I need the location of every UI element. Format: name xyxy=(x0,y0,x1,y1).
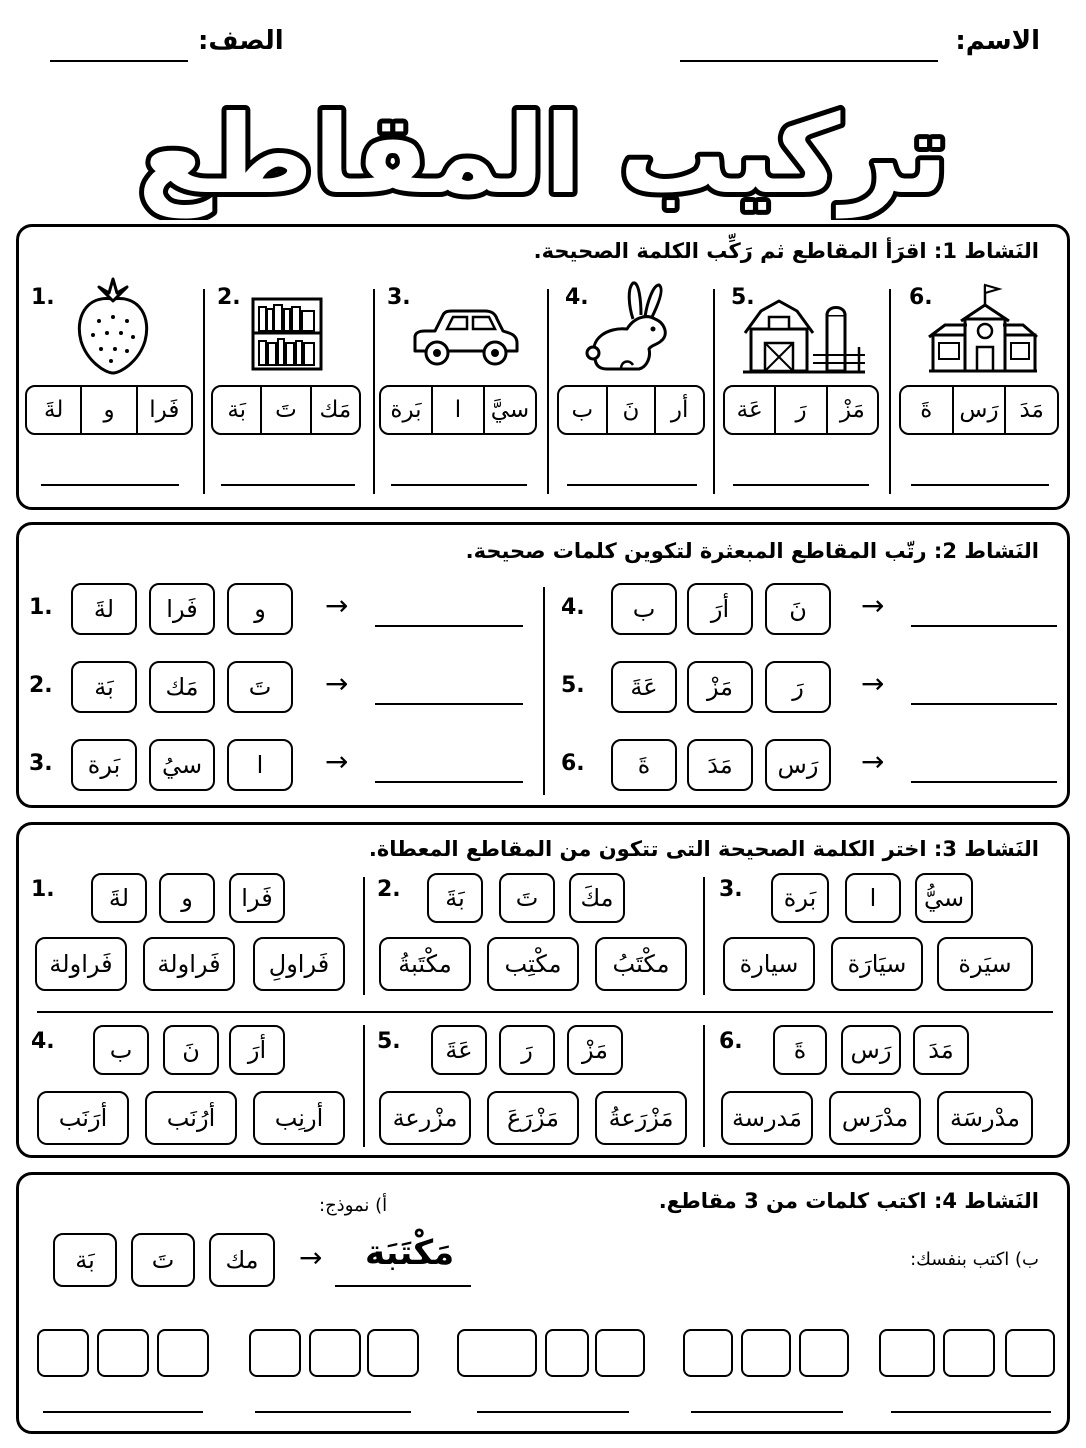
syllable-input-box[interactable] xyxy=(683,1329,733,1377)
row-number: 5. xyxy=(561,673,585,698)
syllable-box[interactable]: ب xyxy=(611,583,677,635)
item-number: 4. xyxy=(565,285,589,310)
page-title-text: تركيب المقاطع xyxy=(137,93,949,218)
syllable-box: تَ xyxy=(499,873,555,923)
syllable-box[interactable]: رَ xyxy=(765,661,831,713)
syllable: نَ xyxy=(606,387,655,433)
answer-line[interactable] xyxy=(391,484,527,486)
word-option[interactable]: مكْتَبةُ xyxy=(379,937,471,991)
syllable-box[interactable]: مَك xyxy=(149,661,215,713)
syllable-input-box[interactable] xyxy=(595,1329,645,1377)
syllable: أر xyxy=(654,387,703,433)
activity-4-panel xyxy=(16,1172,1070,1434)
syllable-input-box[interactable] xyxy=(879,1329,935,1377)
item-number: 5. xyxy=(731,285,755,310)
word-option[interactable]: أرنِب xyxy=(253,1091,345,1145)
answer-line[interactable] xyxy=(41,484,179,486)
answer-line[interactable] xyxy=(567,484,697,486)
answer-line[interactable] xyxy=(911,781,1057,783)
item-number: 3. xyxy=(387,285,411,310)
arrow-icon: → xyxy=(861,667,885,700)
example-syllable-box: تَ xyxy=(131,1233,195,1287)
activity-1-panel xyxy=(16,224,1070,510)
word-option[interactable]: أرُنَب xyxy=(145,1091,237,1145)
syllable: عَة xyxy=(736,397,763,423)
syllable: ةَ xyxy=(920,397,933,423)
syllable-input-box[interactable] xyxy=(309,1329,361,1377)
syllable-box[interactable]: مَدَ xyxy=(687,739,753,791)
syllable-box: مَزْ xyxy=(567,1025,623,1075)
answer-line[interactable] xyxy=(911,484,1049,486)
syllable-strip xyxy=(25,385,193,435)
activity-4-title: النَشاط 4: اكتب كلمات من 3 مقاطع. xyxy=(658,1189,1039,1213)
syllable: بَة xyxy=(227,397,247,423)
syllable-input-box[interactable] xyxy=(97,1329,149,1377)
syllable-box: نَ xyxy=(163,1025,219,1075)
syllable-box: ب xyxy=(93,1025,149,1075)
own-label: ب) اكتب بنفسك: xyxy=(910,1249,1039,1270)
syllable-input-box[interactable] xyxy=(249,1329,301,1377)
syllable-input-box[interactable] xyxy=(367,1329,419,1377)
syllable: ا xyxy=(431,387,483,433)
syllable-box: سيُّ xyxy=(915,873,973,923)
class-label: الصف: xyxy=(198,26,284,56)
group-number: 5. xyxy=(377,1029,401,1054)
syllable-box: رَ xyxy=(499,1025,555,1075)
syllable: فَرا xyxy=(136,387,191,433)
answer-line[interactable] xyxy=(891,1411,1051,1413)
answer-line[interactable] xyxy=(477,1411,629,1413)
syllable-box[interactable]: بَرة xyxy=(71,739,137,791)
syllable-box[interactable]: ا xyxy=(227,739,293,791)
arrow-icon: → xyxy=(861,589,885,622)
word-option[interactable]: سيَارَة xyxy=(831,937,923,991)
activity-2-panel xyxy=(16,522,1070,808)
syllable-input-box[interactable] xyxy=(1005,1329,1055,1377)
activity-3-title: النَشاط 3: اختر الكلمة الصحيحة التى تتكون من المقاطع المعطاة. xyxy=(368,837,1039,861)
arrow-icon: → xyxy=(299,1241,323,1274)
word-option[interactable]: فَراولة xyxy=(35,937,127,991)
word-option[interactable]: مَدرسة xyxy=(721,1091,813,1145)
syllable-box: مَدَ xyxy=(913,1025,969,1075)
syllable-box[interactable]: تَ xyxy=(227,661,293,713)
syllable: رَس xyxy=(952,387,1005,433)
syllable-box[interactable]: أرَ xyxy=(687,583,753,635)
answer-line[interactable] xyxy=(911,703,1057,705)
rabbit-icon xyxy=(585,279,675,379)
syllable-strip xyxy=(899,385,1059,435)
group-number: 1. xyxy=(31,877,55,902)
syllable: تَ xyxy=(260,387,309,433)
row-number: 1. xyxy=(29,595,53,620)
syllable-input-box[interactable] xyxy=(37,1329,89,1377)
syllable-strip xyxy=(211,385,361,435)
syllable: ب xyxy=(571,397,594,423)
syllable: مَدَ xyxy=(1004,387,1057,433)
syllable-box[interactable]: ةَ xyxy=(611,739,677,791)
example-label: أ) نموذج: xyxy=(319,1195,388,1216)
word-option[interactable]: مزْرعة xyxy=(379,1091,471,1145)
syllable-box: أرَ xyxy=(229,1025,285,1075)
activity-1-title: النَشاط 1: اقرَأ المقاطع ثم رَكِّب الكلمة الصحيحة. xyxy=(533,239,1039,263)
syllable-box[interactable]: بَة xyxy=(71,661,137,713)
syllable-box: بَةَ xyxy=(427,873,483,923)
item-number: 1. xyxy=(31,285,55,310)
word-option[interactable]: مَزْرَعةُ xyxy=(595,1091,687,1145)
syllable-box: و xyxy=(159,873,215,923)
syllable-box[interactable]: عَةَ xyxy=(611,661,677,713)
answer-line[interactable] xyxy=(255,1411,411,1413)
example-syllable-box: بَة xyxy=(53,1233,117,1287)
syllable: بَرة xyxy=(390,397,422,423)
syllable: رَ xyxy=(774,387,825,433)
syllable-box: رَس xyxy=(841,1025,901,1075)
bookshelf-icon xyxy=(251,297,323,375)
example-word: مَكْتَبَة xyxy=(365,1233,455,1273)
strawberry-icon xyxy=(71,275,155,379)
word-option[interactable]: مدْرَس xyxy=(829,1091,921,1145)
syllable-box: عَةَ xyxy=(431,1025,487,1075)
syllable-strip xyxy=(723,385,879,435)
answer-line[interactable] xyxy=(221,484,355,486)
word-option[interactable]: فَراولة xyxy=(143,937,235,991)
syllable-input-box[interactable] xyxy=(157,1329,209,1377)
row-number: 2. xyxy=(29,673,53,698)
word-option[interactable]: سيارة xyxy=(723,937,815,991)
page-title xyxy=(0,80,1086,220)
answer-line[interactable] xyxy=(375,781,523,783)
syllable-box: ةَ xyxy=(773,1025,827,1075)
answer-line[interactable] xyxy=(375,625,523,627)
syllable-box[interactable]: رَس xyxy=(765,739,831,791)
syllable-box[interactable]: نَ xyxy=(765,583,831,635)
word-option[interactable]: مكْتِب xyxy=(487,937,579,991)
syllable-box: ا xyxy=(845,873,901,923)
item-number: 6. xyxy=(909,285,933,310)
syllable: مَزْ xyxy=(826,387,877,433)
group-number: 6. xyxy=(719,1029,743,1054)
arrow-icon: → xyxy=(325,589,349,622)
arrow-icon: → xyxy=(325,667,349,700)
car-icon xyxy=(409,307,521,373)
syllable: لةَ xyxy=(44,397,64,423)
answer-line[interactable] xyxy=(911,625,1057,627)
syllable-box[interactable]: لةَ xyxy=(71,583,137,635)
word-option[interactable]: مكْتَبُ xyxy=(595,937,687,991)
syllable-box[interactable]: سيُ xyxy=(149,739,215,791)
syllable-strip xyxy=(557,385,705,435)
row-number: 4. xyxy=(561,595,585,620)
group-number: 2. xyxy=(377,877,401,902)
syllable-strip xyxy=(379,385,537,435)
answer-line[interactable] xyxy=(691,1411,843,1413)
name-label: الاسم: xyxy=(955,26,1040,56)
item-number: 2. xyxy=(217,285,241,310)
activity-2-title: النَشاط 2: رتّب المقاطع المبعثرة لتكوين كلمات صحيحة. xyxy=(465,539,1039,563)
group-number: 4. xyxy=(31,1029,55,1054)
syllable: و xyxy=(80,387,135,433)
syllable-input-box[interactable] xyxy=(457,1329,537,1377)
word-option[interactable]: أرَنَب xyxy=(37,1091,129,1145)
answer-line[interactable] xyxy=(375,703,523,705)
word-option[interactable]: فَراولِ xyxy=(253,937,345,991)
syllable-input-box[interactable] xyxy=(741,1329,791,1377)
syllable-box: لةَ xyxy=(91,873,147,923)
activity-3-panel xyxy=(16,822,1070,1158)
syllable: سيَّ xyxy=(483,387,535,433)
answer-line[interactable] xyxy=(733,484,869,486)
syllable-box: مكَ xyxy=(569,873,625,923)
word-option[interactable]: مَزْرَعَ xyxy=(487,1091,579,1145)
answer-line[interactable] xyxy=(43,1411,203,1413)
word-option[interactable]: سيَرة xyxy=(937,937,1033,991)
barn-icon xyxy=(741,297,867,379)
syllable-input-box[interactable] xyxy=(545,1329,589,1377)
arrow-icon: → xyxy=(861,745,885,778)
syllable: مَك xyxy=(310,387,359,433)
syllable-input-box[interactable] xyxy=(943,1329,995,1377)
class-line[interactable] xyxy=(50,60,188,62)
school-icon xyxy=(927,281,1039,379)
example-underline xyxy=(335,1285,471,1287)
group-number: 3. xyxy=(719,877,743,902)
word-option[interactable]: مدْرسَة xyxy=(937,1091,1033,1145)
example-syllable-box: مك xyxy=(209,1233,275,1287)
syllable-box[interactable]: و xyxy=(227,583,293,635)
arrow-icon: → xyxy=(325,745,349,778)
syllable-box[interactable]: مَزْ xyxy=(687,661,753,713)
syllable-box: فَرا xyxy=(229,873,285,923)
name-line[interactable] xyxy=(680,60,938,62)
syllable-box[interactable]: فَرا xyxy=(149,583,215,635)
row-number: 3. xyxy=(29,751,53,776)
syllable-input-box[interactable] xyxy=(799,1329,849,1377)
row-number: 6. xyxy=(561,751,585,776)
syllable-box: بَرة xyxy=(771,873,829,923)
